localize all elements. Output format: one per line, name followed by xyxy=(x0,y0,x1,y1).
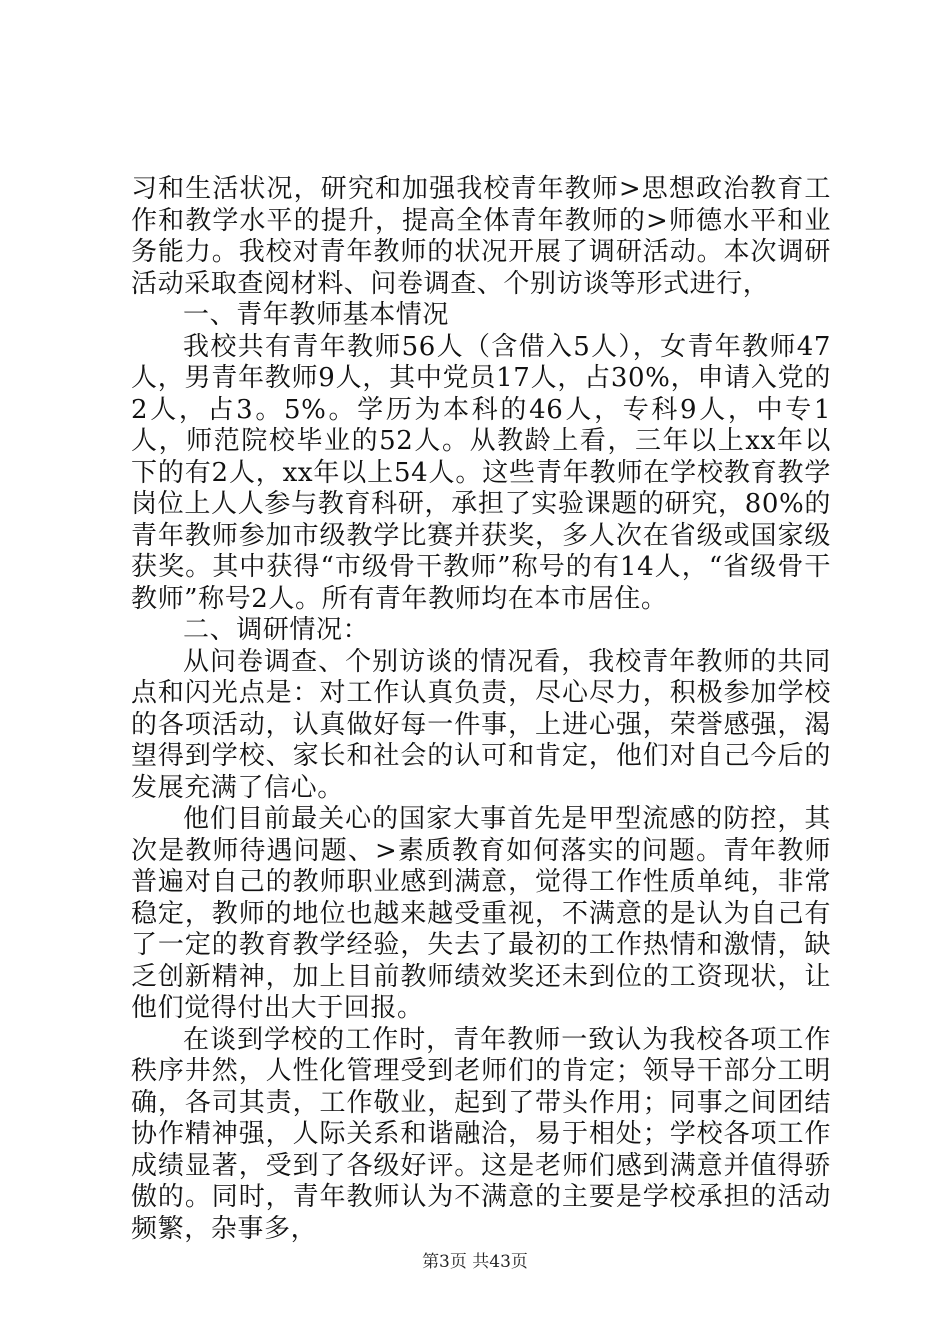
paragraph-survey-findings: 从问卷调查、个别访谈的情况看，我校青年教师的共同点和闪光点是：对工作认真负责，尽心尽力，积极参加学校的各项活动，认真做好每一件事，上进心强，荣誉感强，渴望得到学校、家长和社会的认可和肯定，他们对自己今后的发展充满了信心。 xyxy=(131,646,831,803)
paragraph-concerns: 他们目前最关心的国家大事首先是甲型流感的防控，其次是教师待遇问题、>素质教育如何落实的问题。青年教师普遍对自己的教师职业感到满意，觉得工作性质单纯，非常稳定，教师的地位也越来越受重视，不满意的是认为自己有了一定的教育教学经验，失去了最初的工作热情和激情，缺乏创新精神，加上目前教师绩效奖还未到位的工资现状，让他们觉得付出大于回报。 xyxy=(131,804,831,1023)
document-body xyxy=(131,174,831,1245)
section-heading-basic-info: 一、青年教师基本情况 xyxy=(183,300,450,330)
paragraph-basic-info: 我校共有青年教师56人（含借入5人），女青年教师47人，男青年教师9人，其中党员17人，占30%，申请入党的2人，占3。5%。学历为本科的46人，专科9人，中专1人，师范院校毕业的52人。从教龄上看，三年以上xx年以下的有2人，xx年以上54人。这些青年教师在学校教育教学岗位上人人参与教育科研，承担了实验课题的研究，80%的青年教师参加市级教学比赛并获奖，多人次在省级或国家级获奖。其中获得“市级骨干教师”称号的有14人，“省级骨干教师”称号2人。所有青年教师均在本市居住。 xyxy=(131,331,831,614)
page-number-footer: 第3页 共43页 xyxy=(422,1252,528,1272)
paragraph-school-work: 在谈到学校的工作时，青年教师一致认为我校各项工作秩序井然，人性化管理受到老师们的肯定；领导干部分工明确，各司其责，工作敬业，起到了带头作用；同事之间团结协作精神强，人际关系和谐融洽，易于相处；学校各项工作成绩显著，受到了各级好评。这是老师们感到满意并值得骄傲的。同时，青年教师认为不满意的主要是学校承担的活动频繁，杂事多， xyxy=(131,1024,831,1244)
paragraph-continuation: 习和生活状况，研究和加强我校青年教师>思想政治教育工作和教学水平的提升，提高全体青年教师的>师德水平和业务能力。我校对青年教师的状况开展了调研活动。本次调研活动采取查阅材料、问卷调查、个别访谈等形式进行， xyxy=(131,174,831,299)
section-heading-survey: 二、调研情况： xyxy=(183,615,370,645)
